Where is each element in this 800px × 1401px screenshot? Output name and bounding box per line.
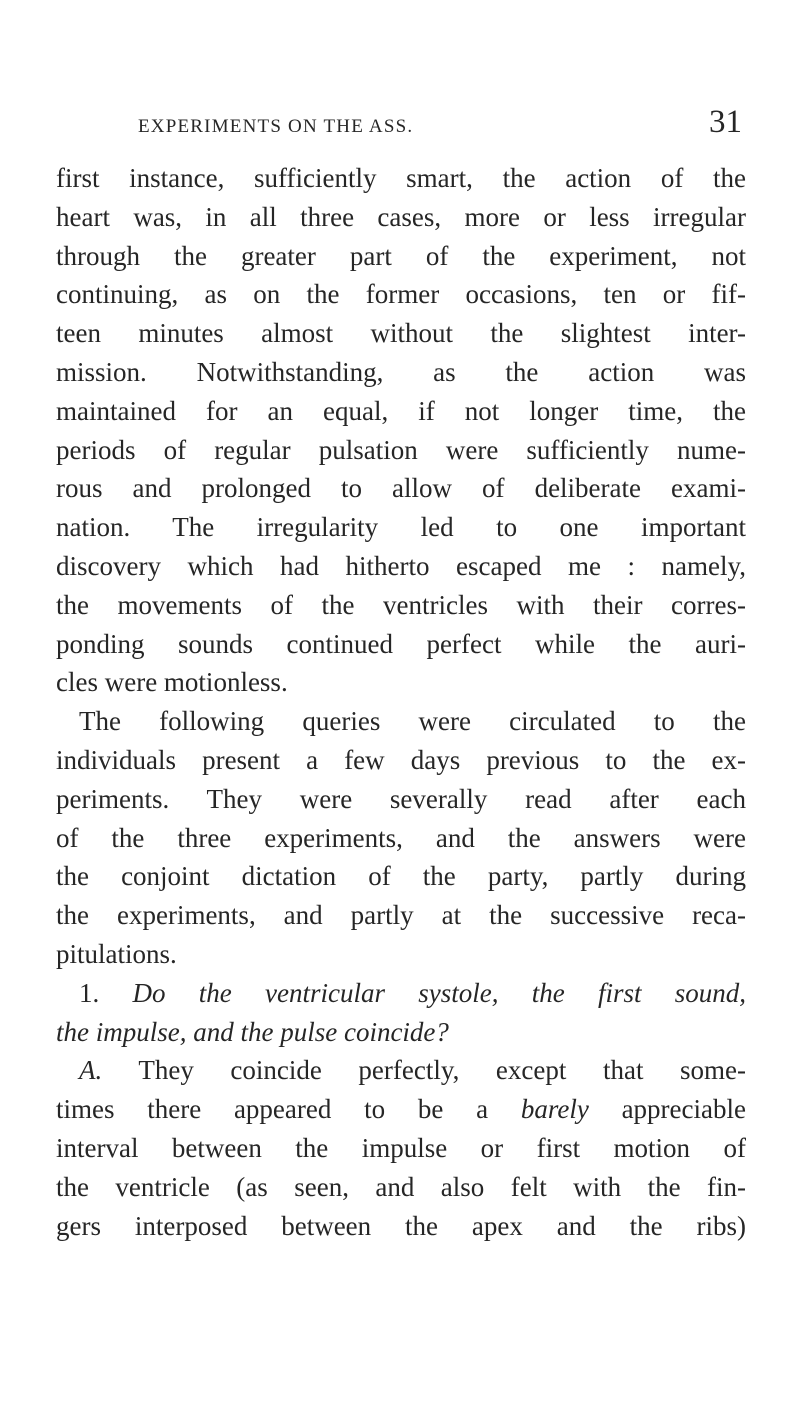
text-line: individuals present a few days previous to the ex- (56, 744, 746, 775)
text-line: periods of regular pulsation were sufficiently nume- (56, 434, 746, 465)
text-line: nation. The irregularity led to one important (56, 512, 746, 543)
answer-line: the ventricle (as seen, and also felt with the fin- (56, 1171, 746, 1202)
query-line (56, 974, 746, 1013)
running-header (56, 104, 740, 148)
query-number: 1. (79, 977, 100, 1008)
query-line: the impulse, and the pulse coincide? (56, 1016, 449, 1047)
text-line: teen minutes almost without the slightest inter- (56, 318, 746, 349)
query-text: Do the ventricular systole, the first sound, (132, 977, 747, 1008)
text-line: of the three experiments, and the answers were (56, 822, 746, 853)
page-number: 31 (709, 104, 742, 140)
answer-text: times there appeared to be a (56, 1094, 489, 1125)
text-line: the movements of the ventricles with their corres- (56, 589, 746, 620)
text-line: continuing, as on the former occasions, ten or fif- (56, 279, 746, 310)
text-line: discovery which had hitherto escaped me : namely, (56, 550, 746, 581)
answer-line (56, 1051, 746, 1090)
text-line: ponding sounds continued perfect while the auri- (56, 628, 746, 659)
text-line: mission. Notwithstanding, as the action was (56, 356, 746, 387)
text-line: the experiments, and partly at the successive reca- (56, 900, 746, 931)
text-line: through the greater part of the experiment, not (56, 240, 746, 271)
body-text (56, 159, 746, 1245)
answer-line (56, 1090, 746, 1129)
text-line: rous and prolonged to allow of deliberate exami- (56, 473, 746, 504)
text-line: heart was, in all three cases, more or less irregular (56, 201, 746, 232)
answer-label: A. (79, 1055, 103, 1086)
text-line: the conjoint dictation of the party, partly during (56, 861, 746, 892)
text-line: cles were motionless. (56, 667, 288, 698)
text-line: periments. They were severally read after each (56, 783, 746, 814)
text-line: first instance, sufficiently smart, the action of the (56, 163, 746, 193)
answer-line: interval between the impulse or first motion of (56, 1132, 746, 1163)
answer-text: They coincide perfectly, except that some- (138, 1055, 746, 1086)
emphasis-text: barely (520, 1094, 589, 1125)
text-line: maintained for an equal, if not longer time, the (56, 395, 746, 426)
text-line: pitulations. (56, 938, 177, 969)
text-line: The following queries were circulated to the (79, 706, 746, 737)
answer-text: appreciable (621, 1094, 746, 1125)
answer-line: gers interposed between the apex and the ribs) (56, 1210, 746, 1241)
running-title: EXPERIMENTS ON THE ASS. (138, 116, 414, 137)
